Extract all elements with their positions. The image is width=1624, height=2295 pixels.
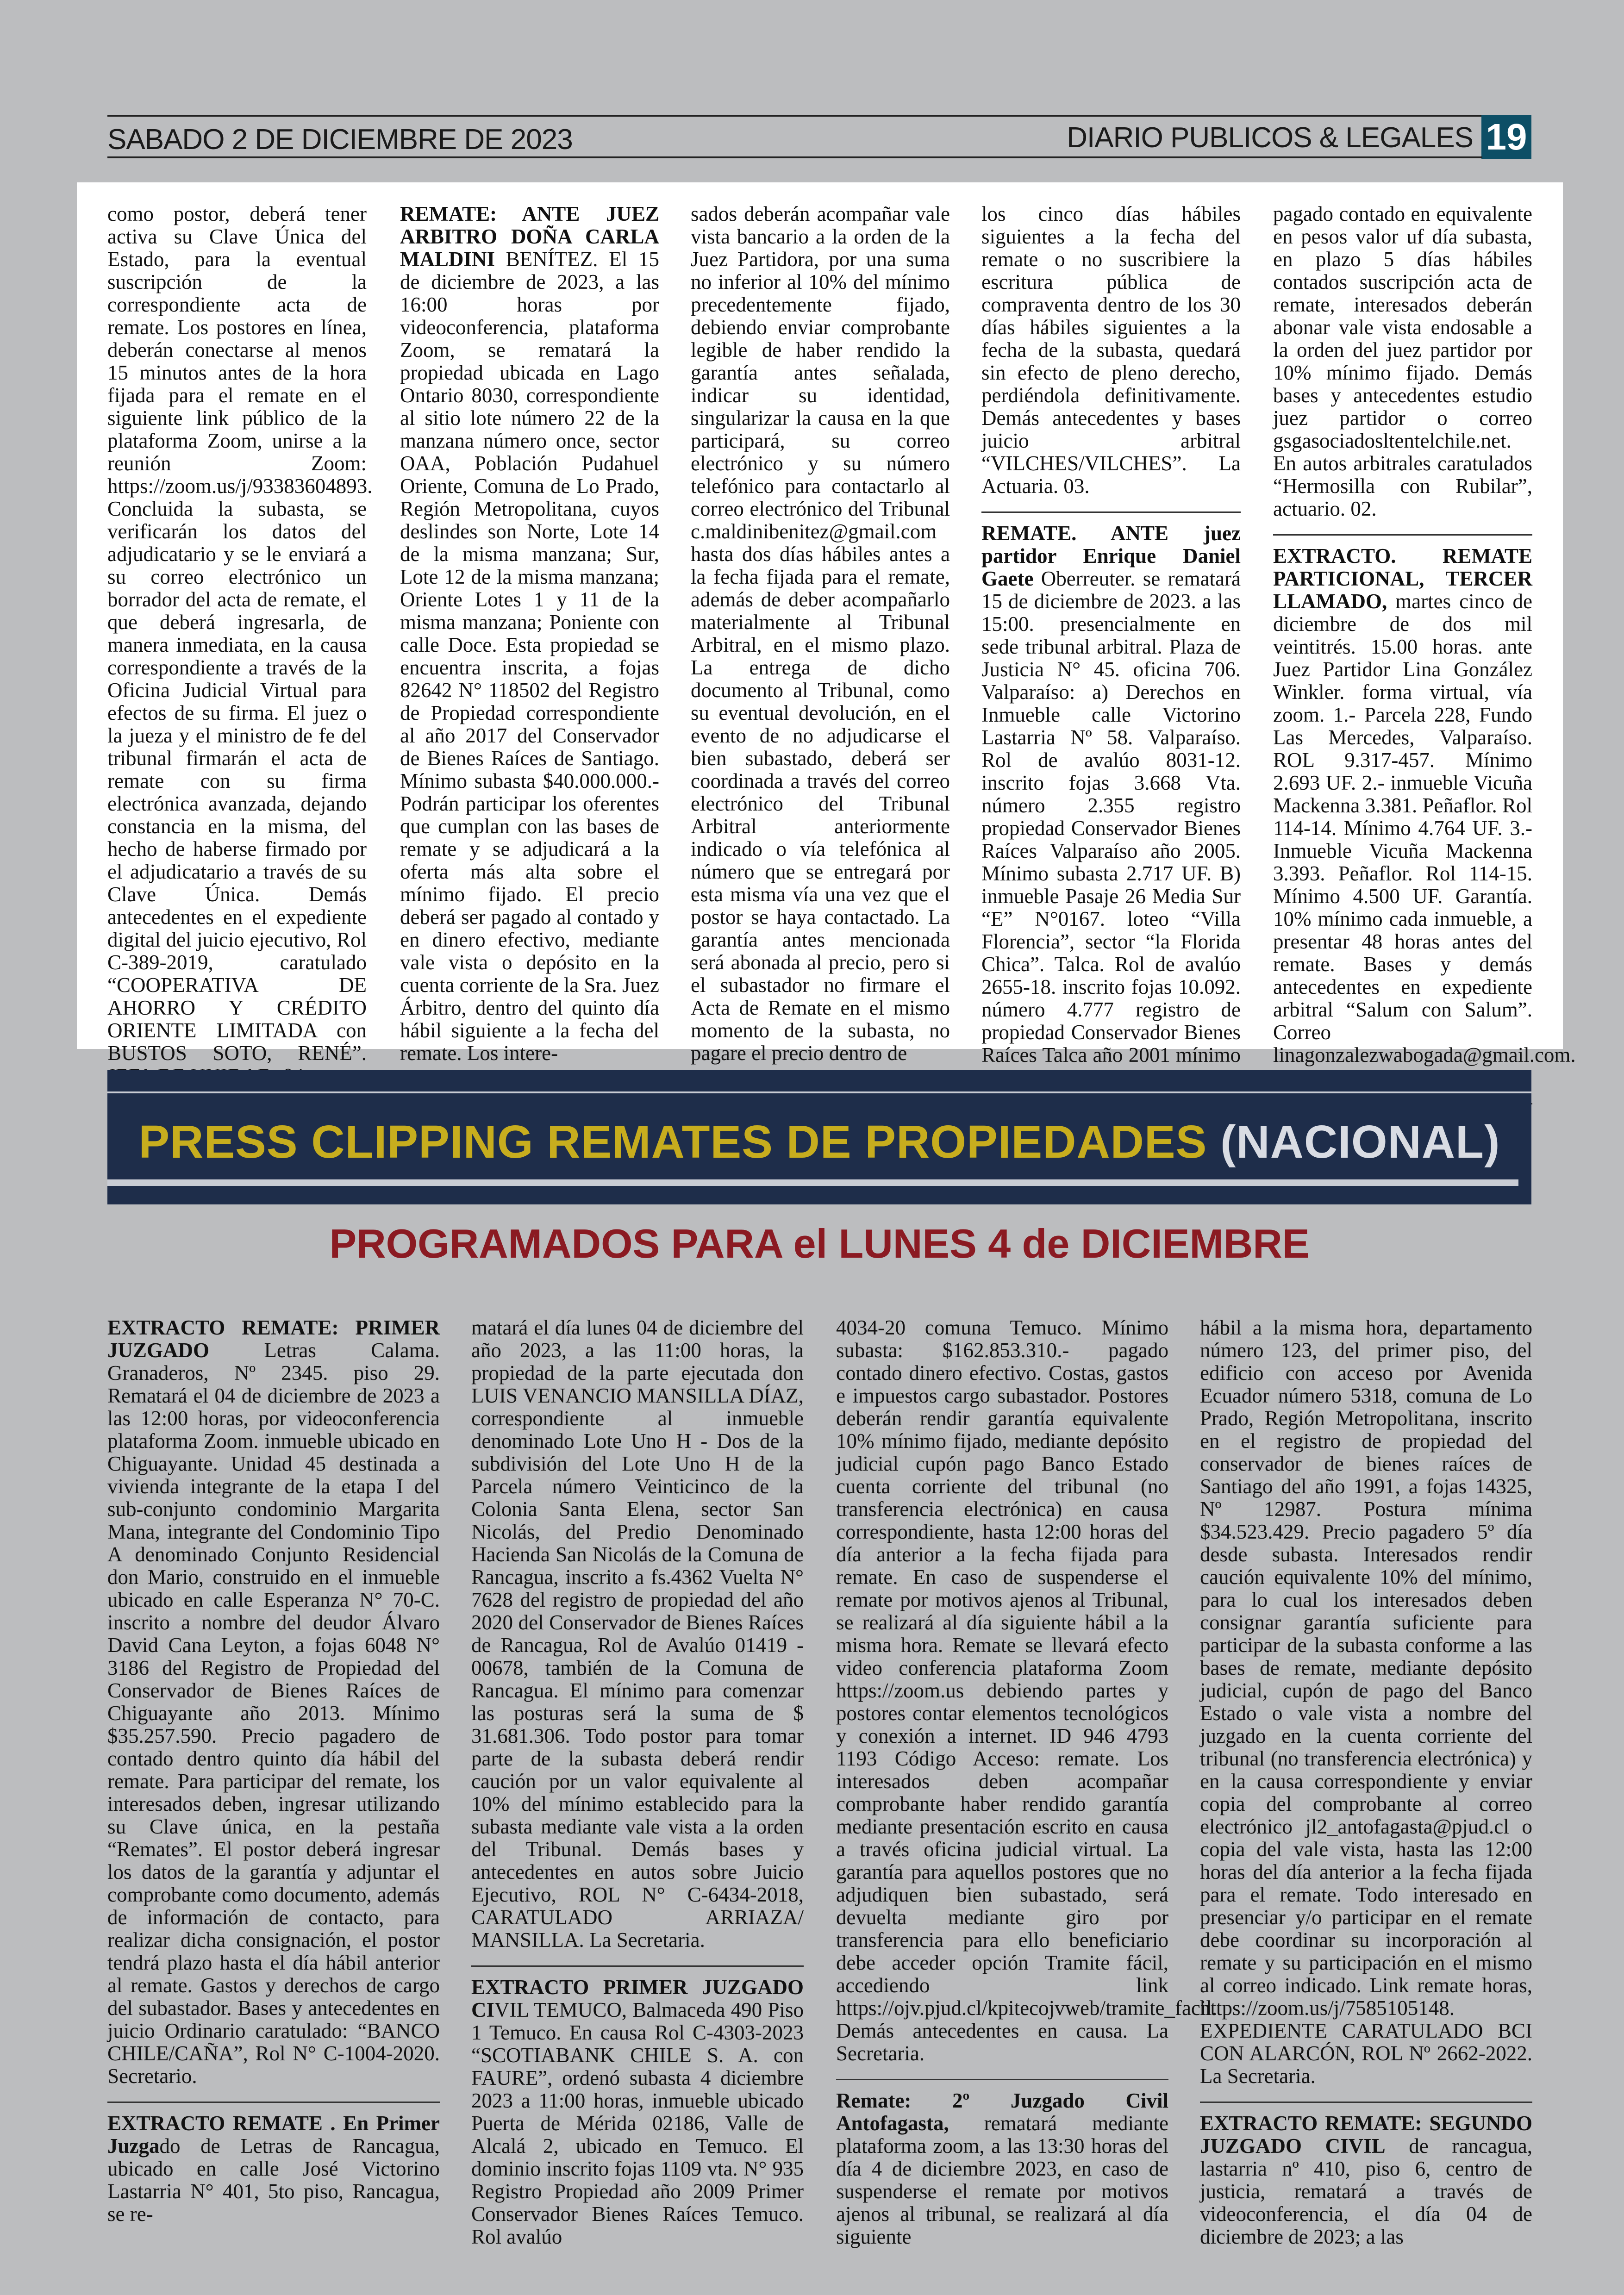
- header-top-rule: [107, 115, 1531, 117]
- page-header: [107, 115, 1531, 159]
- notice-separator: [981, 511, 1241, 513]
- bottom-column-2: [471, 1316, 804, 2262]
- banner-title-main: PRESS CLIPPING REMATES DE PROPIEDADES: [138, 1116, 1207, 1168]
- top-column-1: [107, 202, 373, 1112]
- notice-text: sados deberán acompañar vale vista bancario a la orden de la Juez Partidora, por una suma no inferior al 10% del mínimo precedentemente fijado, debiendo enviar comprobante legible de haber rendido la garantía antes señalada, indicar su identidad, singularizar la causa en la que participará, su correo electrónico y su número telefónico para contactarlo al correo electrónico del Tribunal c.maldinibenitez@gmail.com hasta dos días hábiles antes a la fecha fijada para el remate, además de deber acompañarlo materialmente al Tribunal Arbitral, en el mismo plazo. La entrega de dicho documento al Tribunal, como su eventual devolución, en el evento de no adjudicarse el bien subastado, deberá ser coordinada a través del correo electrónico del Tribunal Arbitral anteriormente indicado o vía telefónica al número que se entregará por esta misma vía una vez que el postor se haya contactado. La garantía antes mencionada será abonada al precio, pero si el subastador no firmare el Acta de Remate en el mismo momento de la subasta, no pagare el precio dentro de: [691, 202, 950, 1065]
- notice-text: EXTRACTO REMATE: PRIMER JUZGADO Letras Calama. Granaderos, Nº 2345. piso 29. Rematará el 04 de diciembre de 2023 a las 12:00 horas, por videoconferencia plataforma Zoom. inmueble ubicado en Chiguayante. Unidad 45 destinada a vivienda integrante de la etapa I del sub-conjunto condominio Margarita Mana, integrante del Condominio Tipo A denominado Conjunto Residencial don Mario, construido en el inmueble ubicado en calle Esperanza N° 70-C. inscrito a nombre del deudor Álvaro David Cana Leyton, a fojas 6048 N° 3186 del Registro de Propiedad del Conservador de Bienes Raíces de Chiguayante año 2013. Mínimo $35.257.590. Precio pagadero de contado dentro quinto día hábil del remate. Para participar del remate, los interesados deben, ingresar utilizando su Clave única, en la pestaña “Remates”. El postor deberá ingresar los datos de la garantía y adjuntar el comprobante como documento, además de información de contacto, para realizar dicha consignación, el postor tendrá plazo hasta el día hábil anterior al remate. Gastos y derechos de cargo del subastador. Bases y antecedentes en juicio Ordinario caratulado: “BANCO CHILE/CAÑA”, Rol N° C-1004-2020. Secretario.: [107, 1316, 440, 2088]
- notice-text: REMATE. ANTE juez partidor Enrique Daniel Gaete Oberreuter. se rematará 15 de diciembre de 2023. a las 15:00. presencialmente en sede tribunal arbitral. Plaza de Justicia N° 45. oficina 706. Valparaíso: a) Derechos en Inmueble calle Victorino Lastarria Nº 58. Valparaíso. Rol de avalúo 8031-12. inscrito fojas 3.668 Vta. número 2.355 registro propiedad Conservador Bienes Raíces Valparaíso año 2005. Mínimo subasta 2.717 UF. B) inmueble Pasaje 26 Media Sur “E” N°0167. loteo “Villa Florencia”, sector “la Florida Chica”. Talca. Rol de avalúo 2655-18. inscrito fojas 10.092. número 4.777 registro de propiedad Conservador Bienes Raíces Talca año 2001 mínimo: [981, 522, 1241, 1066]
- notice-text: matará el día lunes 04 de diciembre del año 2023, a las 11:00 horas, la propiedad de la parte ejecutada don LUIS VENANCIO MANSILLA DÍAZ, correspondiente al inmueble denominado Lote Uno H - Dos de la subdivisión del Lote Uno H de la Parcela número Veinticinco de la Colonia Santa Elena, sector San Nicolás, del Predio Denominado Hacienda San Nicolás de la Comuna de Rancagua, inscrito a fs.4362 Vuelta N° 7628 del registro de propiedad del año 2020 del Conservador de Bienes Raíces de Rancagua, Rol de Avalúo 01419 - 00678, también de la Comuna de Rancagua. El mínimo para comenzar las posturas será la suma de $ 31.681.306. Todo postor para tomar parte de la subasta deberá rendir caución por un valor equivalente al 10% del mínimo establecido para la subasta mediante vale vista a la orden del Tribunal. Demás bases y antecedentes en autos sobre Juicio Ejecutivo, ROL N° C-6434-2018, CARATULADO ARRIAZA/ MANSILLA. La Secretaria.: [471, 1316, 804, 1952]
- top-column-3: [691, 203, 950, 1079]
- notice-separator: [107, 2102, 440, 2103]
- banner-stripe-top: [107, 1091, 1531, 1093]
- notice-text: REMATE: ANTE JUEZ ARBITRO DOÑA CARLA MALDINI BENÍTEZ. El 15 de diciembre de 2023, a las 16:00 horas por videoconferencia, plataforma Zoom, se rematará la propiedad ubicada en Lago Ontario 8030, correspondiente al sitio lote número 22 de la manzana número once, sector OAA, Población Pudahuel Oriente, Comuna de Lo Prado, Región Metropolitana, cuyos deslindes son Norte, Lote 14 de la misma manzana; Sur, Lote 12 de la misma manzana; Oriente Lotes 1 y 11 de la misma manzana; Poniente con calle Doce. Esta propiedad se encuentra inscrita, a fojas 82642 N° 118502 del Registro de Propiedad correspondiente al año 2017 del Conservador de Bienes Raíces de Santiago. Mínimo subasta $40.000.000.- Podrán participar los oferentes que cumplan con las bases de remate y se adjudicará a la oferta más alta sobre el mínimo fijado. El precio deberá ser pagado al contado y en dinero efectivo, mediante vale vista o depósito en la cuenta corriente de la Sra. Juez Árbitro, dentro del quinto día hábil siguiente a la fecha del remate. Los intere-: [400, 202, 659, 1065]
- newspaper-name: DIARIO PUBLICOS & LEGALES: [1067, 122, 1473, 154]
- notice-heading: EXTRACTO REMATE: SEGUNDO JUZGADO CIVIL: [1200, 2112, 1532, 2158]
- notice-text: EXTRACTO. REMATE PARTICIONAL, TERCER LLAMADO, martes cinco de diciembre de dos mil veintitrés. 15.00 horas. ante Juez Partidor Lina González Winkler. forma virtual, vía zoom. 1.- Parcela 228, Fundo Las Mercedes, Valparaíso. ROL 9.317-457. Mínimo 2.693 UF. 2.- inmueble Vicuña Mackenna 3.381. Peñaflor. Rol 114-14. Mínimo 4.764 UF. 3.- Inmueble Vicuña Mackenna 3.393. Peñaflor. Rol 114-15. Mínimo 4.500 UF. Garantía. 10% mínimo cada inmueble, a presentar 48 horas antes del remate. Bases y demás antecedentes en expediente arbitral “Salum con Salum”. Correo linagonzalezwabogada@gmail.com.: [1273, 544, 1576, 1066]
- notice-text: Remate: 2º Juzgado Civil Antofagasta, rematará mediante plataforma zoom, a las 13:30 horas del día 4 de diciembre 2023, en caso de suspenderse el remate por motivos ajenos al tribunal, se realizará al día siguiente: [836, 2089, 1168, 2248]
- notice-text: EXTRACTO PRIMER JUZGADO CIVIL TEMUCO, Balmaceda 490 Piso 1 Temuco. En causa Rol C-4303-2023 “SCOTIABANK CHILE S. A. con FAURE”, ordenó subasta 4 diciembre 2023 a 11:00 horas, inmueble ubicado Puerta de Mérida 02186, Valle de Alcalá 2, ubicado en Temuco. El dominio inscrito fojas 1109 vta. N° 935 Registro Propiedad año 2009 Primer Conservador Bienes Raíces Temuco. Rol avalúo: [471, 1976, 804, 2248]
- top-column-4: [981, 203, 1241, 1126]
- issue-date: SABADO 2 DE DICIEMBRE DE 2023: [107, 124, 573, 156]
- bottom-column-3: [836, 1316, 1218, 2262]
- banner-title: [107, 1116, 1531, 1169]
- notice-text: hábil a la misma hora, departamento número 123, del primer piso, del edificio con acceso por Avenida Ecuador número 5318, comuna de Lo Prado, Región Metropolitana, inscrito en el registro de propiedad del conservador de bienes raíces de Santiago del año 1991, a fojas 14325, Nº 12987. Postura mínima $34.523.429. Precio pagadero 5º día desde subasta. Interesados rendir caución equivalente 10% del mínimo, para lo cual los interesados deben consignar garantía suficiente para participar de la subasta conforme a las bases de remate, mediante depósito judicial, cupón de pago del Banco Estado o vale vista a nombre del juzgado en la cuenta corriente del tribunal (no transferencia electrónica) y en la causa correspondiente y enviar copia del comprobante al correo electrónico jl2_antofagasta@pjud.cl o copia del vale vista, hasta las 12:00 horas del día anterior a la fecha fijada para el remate. Todo interesado en presenciar y/o participar en el remate debe coordinar su incorporación al remate y su participación en el mismo al correo indicado. Link remate horas, https://zoom.us/j/7585105148. EXPEDIENTE CARATULADO BCI CON ALARCÓN, ROL Nº 2662-2022. La Secretaria.: [1200, 1316, 1532, 2088]
- top-column-5: [1273, 202, 1576, 1114]
- top-column-2: [400, 203, 659, 1079]
- page-number: 19: [1481, 115, 1531, 159]
- bottom-column-1: [107, 1316, 440, 2239]
- notice-text: EXTRACTO REMATE . En Primer Juzgado de Letras de Rancagua, ubicado en calle José Victorino Lastarria N° 401, 5to piso, Rancagua, se re-: [107, 2112, 440, 2226]
- notice-heading: EXTRACTO REMATE . En Primer Juzga: [107, 2112, 440, 2158]
- section-subtitle: PROGRAMADOS PARA el LUNES 4 de DICIEMBRE: [329, 1221, 1310, 1266]
- section-banner: [107, 1070, 1531, 1204]
- notice-heading: EXTRACTO PRIMER JUZGADO CI: [471, 1976, 804, 2021]
- notice-separator: [471, 1965, 804, 1967]
- notice-separator: [836, 2079, 1168, 2080]
- notice-separator: [1200, 2102, 1532, 2103]
- notice-heading: REMATE: ANTE JUEZ ARBITRO DOÑA CARLA MALDINI: [400, 202, 659, 271]
- bottom-column-4: [1200, 1316, 1532, 2262]
- notice-text: EXTRACTO REMATE: SEGUNDO JUZGADO CIVIL de rancagua, lastarria nº 410, piso 6, centro de justicia, rematará a través de videoconferencia, el día 04 de diciembre de 2023; a las: [1200, 2112, 1533, 2248]
- notice-heading: EXTRACTO REMATE: PRIMER JUZGADO: [107, 1316, 440, 1362]
- notice-text: los cinco días hábiles siguientes a la fecha del remate o no suscribiere la escritura pública de compraventa dentro de los 30 días hábiles siguientes a la fecha de la subasta, quedará sin efecto de pleno derecho, perdiéndola definitivamente. Demás antecedentes y bases juicio arbitral “VILCHES/VILCHES”. La Actuaria. 03.: [981, 202, 1241, 498]
- notice-heading: Remate: 2º Juzgado Civil Antofagasta,: [836, 2089, 1168, 2135]
- header-bottom-rule: [107, 156, 1482, 158]
- banner-title-suffix: (NACIONAL): [1220, 1116, 1500, 1168]
- notice-separator: [1273, 534, 1532, 536]
- notice-text: 4034-20 comuna Temuco. Mínimo subasta: $162.853.310.- pagado contado dinero efectivo. Costas, gastos e impuestos cargo subastador. Postores deberán rendir garantía equivalente 10% mínimo fijado, mediante depósito judicial cupón pago Banco Estado cuenta corriente del tribunal (no transferencia electrónica) en causa correspondiente, hasta 12:00 horas del día anterior a la fecha fijada para remate. En caso de suspenderse el remate por motivos ajenos al Tribunal, se realizará al día siguiente hábil a la misma hora. Remate se llevará efecto video conferencia plataforma Zoom https://zoom.us debiendo partes y postores contar elementos tecnológicos y conexión a internet. ID 946 4793 1193 Código Acceso: remate. Los interesados deben acompañar comprobante haber rendido garantía mediante presentación escrito en causa a través oficina judicial virtual. La garantía para aquellos postores que no adjudiquen bien subastado, será devuelta mediante giro por transferencia para ello beneficiario debe acceder opción Tramite fácil, accediendo link https://ojv.pjud.cl/kpitecojvweb/tramite_facil. Demás antecedentes en causa. La Secretaria.: [836, 1316, 1218, 2065]
- notice-heading: EXTRACTO. REMATE PARTICIONAL, TERCER LLAMADO,: [1273, 544, 1532, 613]
- notice-text: pagado contado en equivalente en pesos valor uf día subasta, en plazo 5 días hábiles contados suscripción acta de remate, interesados deberán abonar vale vista endosable a la orden del juez partidor por 10% mínimo fijado. Demás bases y antecedentes estudio juez partidor o correo gsgasociadosltentelchile.net. En autos arbitrales caratulados “Hermosilla con Rubilar”, actuario. 02.: [1273, 202, 1532, 520]
- banner-stripe-bottom: [107, 1179, 1518, 1186]
- notice-text: como postor, deberá tener activa su Clave Única del Estado, para la eventual suscripción de la correspondiente acta de remate. Los postores en línea, deberán conectarse al menos 15 minutos antes de la hora fijada para el remate en el siguiente link público de la plataforma Zoom, unirse a la reunión Zoom: https://zoom.us/j/93383604893. Concluida la subasta, se verificarán los datos del adjudicatario y se le enviará a su correo electrónico un borrador del acta de remate, el que deberá ingresarla, de manera inmediata, en la causa correspondiente a través de la Oficina Judicial Virtual para efectos de su firma. El juez o la jueza y el ministro de fe del tribunal firmarán el acta de remate con su firma electrónica avanzada, dejando constancia en la misma, del hecho de haberse firmado por el adjudicatario a través de su Clave Única. Demás antecedentes en el expediente digital del juicio ejecutivo, Rol C-389-2019, caratulado “COOPERATIVA DE AHORRO Y CRÉDITO ORIENTE LIMITADA con BUSTOS SOTO, RENÉ”.: [107, 202, 373, 1065]
- notice-heading: REMATE. ANTE juez partidor Enrique Daniel Gaete: [981, 522, 1241, 590]
